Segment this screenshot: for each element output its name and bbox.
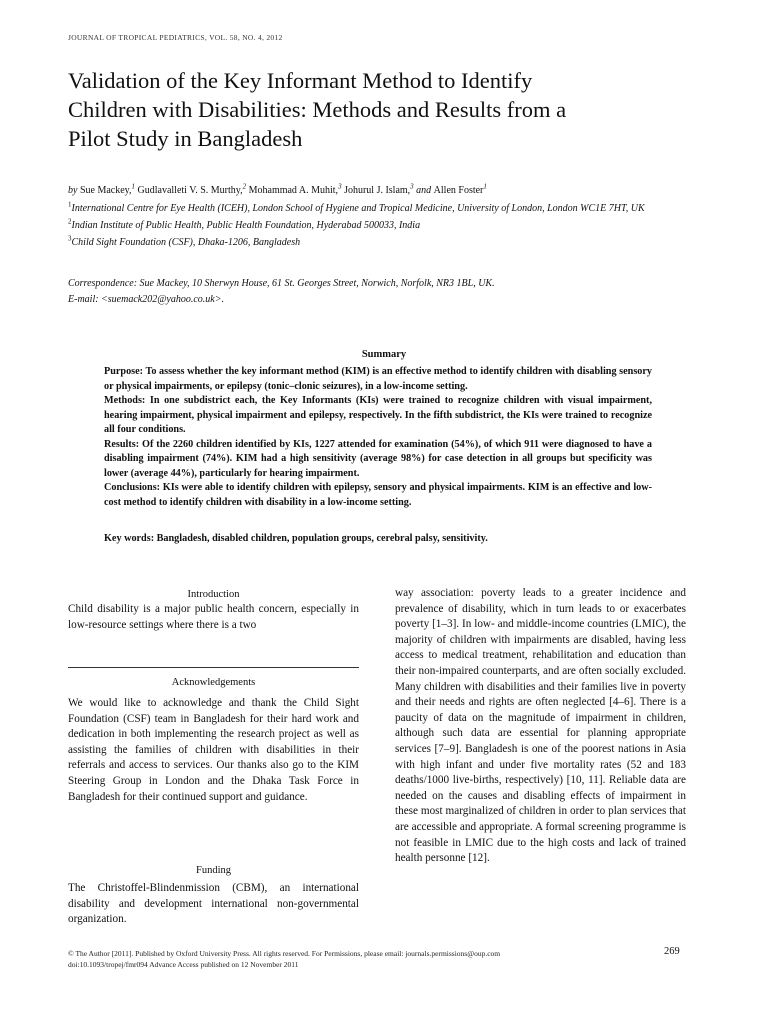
correspondence-address: Correspondence: Sue Mackey, 10 Sherwyn House, 61 St. Georges Street, Norwich, Norfolk, NR3 1BL, UK. — [68, 278, 495, 289]
affil-mark: 2 — [242, 182, 247, 191]
keywords: Key words: Bangladesh, disabled children, population groups, cerebral palsy, sensitivity. — [104, 533, 488, 544]
affiliations — [68, 200, 708, 251]
title-line: Pilot Study in Bangladesh — [68, 126, 303, 151]
and-label: and — [416, 185, 432, 196]
summary-conclusions: Conclusions: KIs were able to identify children with epilepsy, sensory and physical impairments. KIM is an effective and low-cost method to identify children with disability in a low-income setting. — [104, 482, 652, 508]
correspondence-email[interactable]: E-mail: <suemack202@yahoo.co.uk>. — [68, 294, 224, 305]
right-column-text: way association: poverty leads to a greater incidence and prevalence of disability, which in turn leads to or exacerbates poverty [1–3]. In low- and middle-income countries (LMIC), the majority of children with impairments are disabled, having less access to medical treatment, rehabilitation and education than their non-impaired counterparts, and are often socially excluded. Many children with disabilities and their families live in poverty and their needs and rights are often neglected [4–6]. There is a paucity of data on the magnitude of impairment in children, although such data are essential for planning appropriate services [7–9]. Bangladesh is one of the poorest nations in Asia with high infant and under five mortality rates (52 and 183 deaths/1000 live-births, respectively) [10, 11]. Reliable data are needed on the causes and disabling effects of impairment in these most marginalized of children in order to plan services that are accessible and appropriate. A formal screening programme is not feasible in LMIC due to the high costs and lack of trained health personne [12]. — [395, 587, 686, 865]
doi-line: doi:10.1093/tropej/fmr094 Advance Access published on 12 November 2011 — [68, 960, 299, 969]
funding-text: The Christoffel-Blindenmission (CBM), an international disability and development international non-governmental organization. — [68, 882, 359, 926]
summary-methods: Methods: In one subdistrict each, the Key Informants (KIs) were trained to recognize children with visual impairment, hearing impairment, physical impairment and epilepsy, respectively. In the fifth subdistrict, the KIs were trained to recognize all four conditions. — [104, 395, 652, 435]
introduction-text: Child disability is a major public health concern, especially in low-resource settings where there is a two — [68, 603, 359, 631]
author-name: Gudlavalleti V. S. Murthy, — [137, 185, 243, 196]
correspondence — [68, 276, 708, 308]
acknowledgements-text: We would like to acknowledge and thank the Child Sight Foundation (CSF) team in Bangladesh for their hard work and dedication in both implementing the research project as well as assisting the families of children with disabilities in their referrals and access to services. Our thanks also go to the KIM Steering Group in London and the Dhaka Task Force in Bangladesh for their continued support and guidance. — [68, 697, 359, 803]
affil-number: 3 — [68, 234, 72, 243]
affiliation — [68, 200, 708, 217]
affil-text: Child Sight Foundation (CSF), Dhaka-1206, Bangladesh — [71, 237, 301, 248]
title-line: Children with Disabilities: Methods and Results from a — [68, 97, 567, 122]
affil-number: 1 — [68, 200, 72, 209]
affiliation — [68, 234, 708, 251]
article-title — [68, 66, 708, 153]
affil-mark: 1 — [483, 182, 487, 191]
author-name: Allen Foster — [433, 185, 484, 196]
affil-mark: 3 — [338, 182, 342, 191]
affil-number: 2 — [68, 217, 72, 226]
journal-header: JOURNAL OF TROPICAL PEDIATRICS, VOL. 58, NO. 4, 2012 — [68, 33, 283, 42]
acknowledgements-heading: Acknowledgements — [171, 677, 256, 688]
footer — [68, 948, 668, 970]
column-divider — [68, 667, 359, 668]
introduction-heading: Introduction — [187, 589, 240, 600]
author-name: Mohammad A. Muhit, — [248, 185, 339, 196]
affil-text: International Centre for Eye Health (ICEH), London School of Hygiene and Tropical Medicine, University of London, London WC1E 7HT, UK — [71, 203, 645, 214]
summary-purpose: Purpose: To assess whether the key informant method (KIM) is an effective method to identify children with disabling sensory or physical impairments, or epilepsy (tonic–clonic seizures), in a low-income setting. — [104, 366, 652, 392]
author-name: Sue Mackey, — [79, 185, 132, 196]
author-list — [68, 183, 708, 199]
copyright-line: © The Author [2011]. Published by Oxford University Press. All rights reserved. For Permissions, please email: journals.permissions@oup.com — [68, 949, 501, 958]
summary-results: Results: Of the 2260 children identified by KIs, 1227 attended for examination (54%), of which 911 were diagnosed to have a disabling impairment (74%). KIM had a high sensitivity (average 98%) for case detection in all groups but specificity was lower (average 44%), particularly for hearing impairment. — [104, 438, 652, 479]
funding-heading: Funding — [195, 865, 231, 876]
page-number: 269 — [664, 946, 680, 957]
summary-heading: Summary — [361, 349, 407, 360]
affil-mark: 3 — [410, 182, 414, 191]
title-line: Validation of the Key Informant Method to Identify — [68, 68, 533, 93]
affiliation — [68, 217, 708, 234]
summary-body — [104, 365, 652, 510]
affil-mark: 1 — [131, 182, 136, 191]
author-name: Johurul J. Islam, — [344, 185, 411, 196]
by-label: by — [68, 185, 78, 196]
affil-text: Indian Institute of Public Health, Public Health Foundation, Hyderabad 500033, India — [71, 220, 421, 231]
